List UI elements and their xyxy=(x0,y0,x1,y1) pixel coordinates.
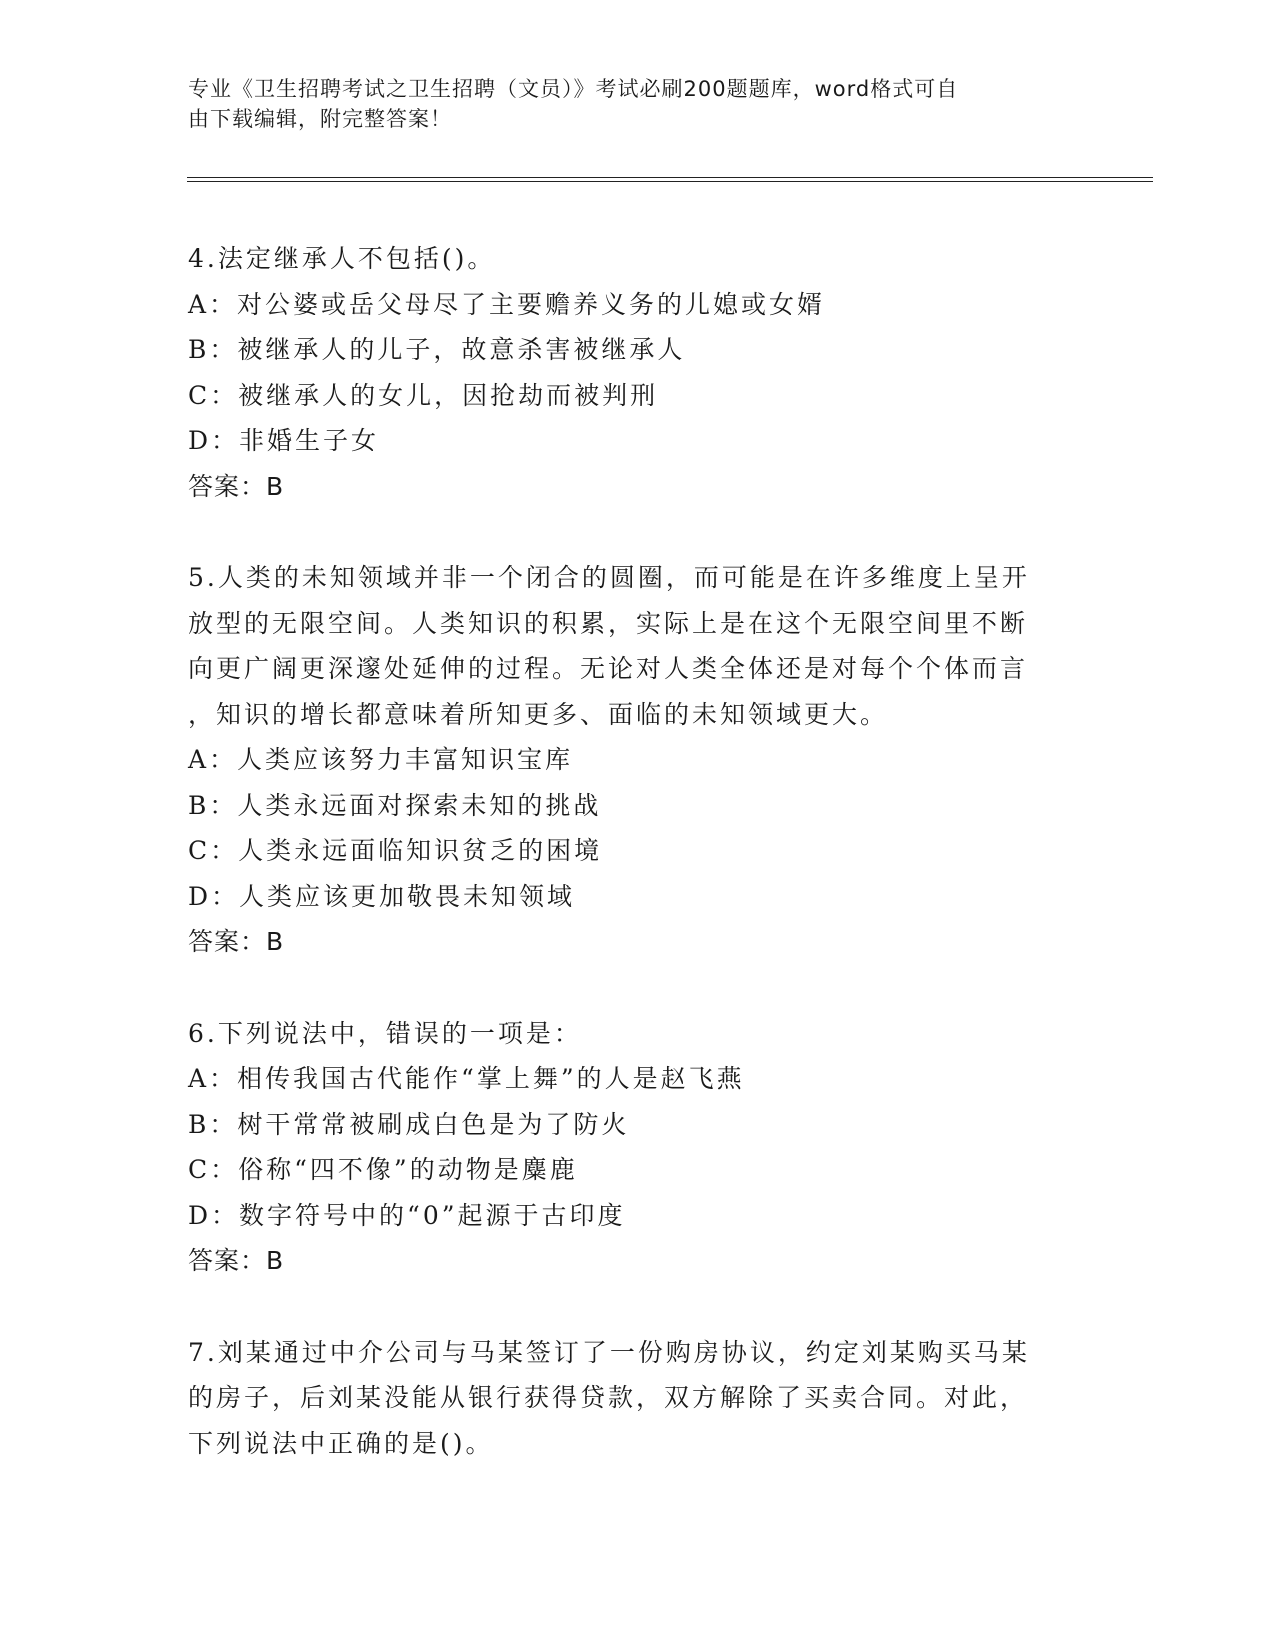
question-option: C：人类永远面临知识贫乏的困境 xyxy=(188,836,603,865)
question-list xyxy=(188,236,1078,1512)
question-stem-line: ，知识的增长都意味着所知更多、面临的未知领域更大。 xyxy=(188,699,889,729)
header-rule-top xyxy=(187,177,1153,178)
question-option: B：人类永远面对探索未知的挑战 xyxy=(188,790,602,820)
question-stem-line: 5.人类的未知领域并非一个闭合的圆圈，而可能是在许多维度上呈开 xyxy=(188,563,1030,592)
question-option: A：相传我国古代能作“掌上舞”的人是赵飞燕 xyxy=(188,1064,745,1093)
question-option: D：人类应该更加敬畏未知领域 xyxy=(188,881,576,911)
question-block xyxy=(188,555,1078,965)
document-header xyxy=(188,74,1068,134)
question-stem-line: 下列说法中正确的是()。 xyxy=(188,1428,494,1458)
header-line-2: 由下载编辑，附完整答案！ xyxy=(188,107,452,131)
question-option: B：被继承人的儿子，故意杀害被继承人 xyxy=(188,335,686,364)
question-stem-line: 放型的无限空间。人类知识的积累，实际上是在这个无限空间里不断 xyxy=(188,608,1029,638)
question-option: C：被继承人的女儿，因抢劫而被判刑 xyxy=(188,380,659,410)
header-line-1: 专业《卫生招聘考试之卫生招聘（文员）》考试必刷200题题库，word格式可自 xyxy=(188,77,959,101)
question-stem-line: 向更广阔更深邃处延伸的过程。无论对人类全体还是对每个个体而言 xyxy=(188,654,1029,683)
question-block xyxy=(188,1011,1078,1284)
question-block xyxy=(188,1330,1078,1467)
question-answer: 答案：B xyxy=(188,1246,285,1275)
question-answer: 答案：B xyxy=(188,927,285,956)
question-option: C：俗称“四不像”的动物是麋鹿 xyxy=(188,1155,578,1184)
question-answer: 答案：B xyxy=(188,471,285,501)
question-option: A：人类应该努力丰富知识宝库 xyxy=(188,745,574,774)
question-option: D：非婚生子女 xyxy=(188,426,380,455)
question-option: B：树干常常被刷成白色是为了防火 xyxy=(188,1109,630,1139)
question-stem-line: 4.法定继承人不包括()。 xyxy=(188,244,496,273)
question-stem-line: 6.下列说法中，错误的一项是： xyxy=(188,1018,582,1048)
question-option: A：对公婆或岳父母尽了主要赡养义务的儿媳或女婿 xyxy=(188,289,826,319)
question-stem xyxy=(188,1011,1078,1057)
question-stem xyxy=(188,555,1078,737)
question-block xyxy=(188,236,1078,509)
question-stem xyxy=(188,1330,1078,1467)
header-rule-bottom xyxy=(187,181,1153,182)
question-stem-line: 7.刘某通过中介公司与马某签订了一份购房协议，约定刘某购买马某 xyxy=(188,1337,1030,1367)
question-option: D：数字符号中的“0”起源于古印度 xyxy=(188,1200,626,1230)
question-stem-line: 的房子，后刘某没能从银行获得贷款，双方解除了买卖合同。对此， xyxy=(188,1383,1029,1412)
question-stem xyxy=(188,236,1078,282)
